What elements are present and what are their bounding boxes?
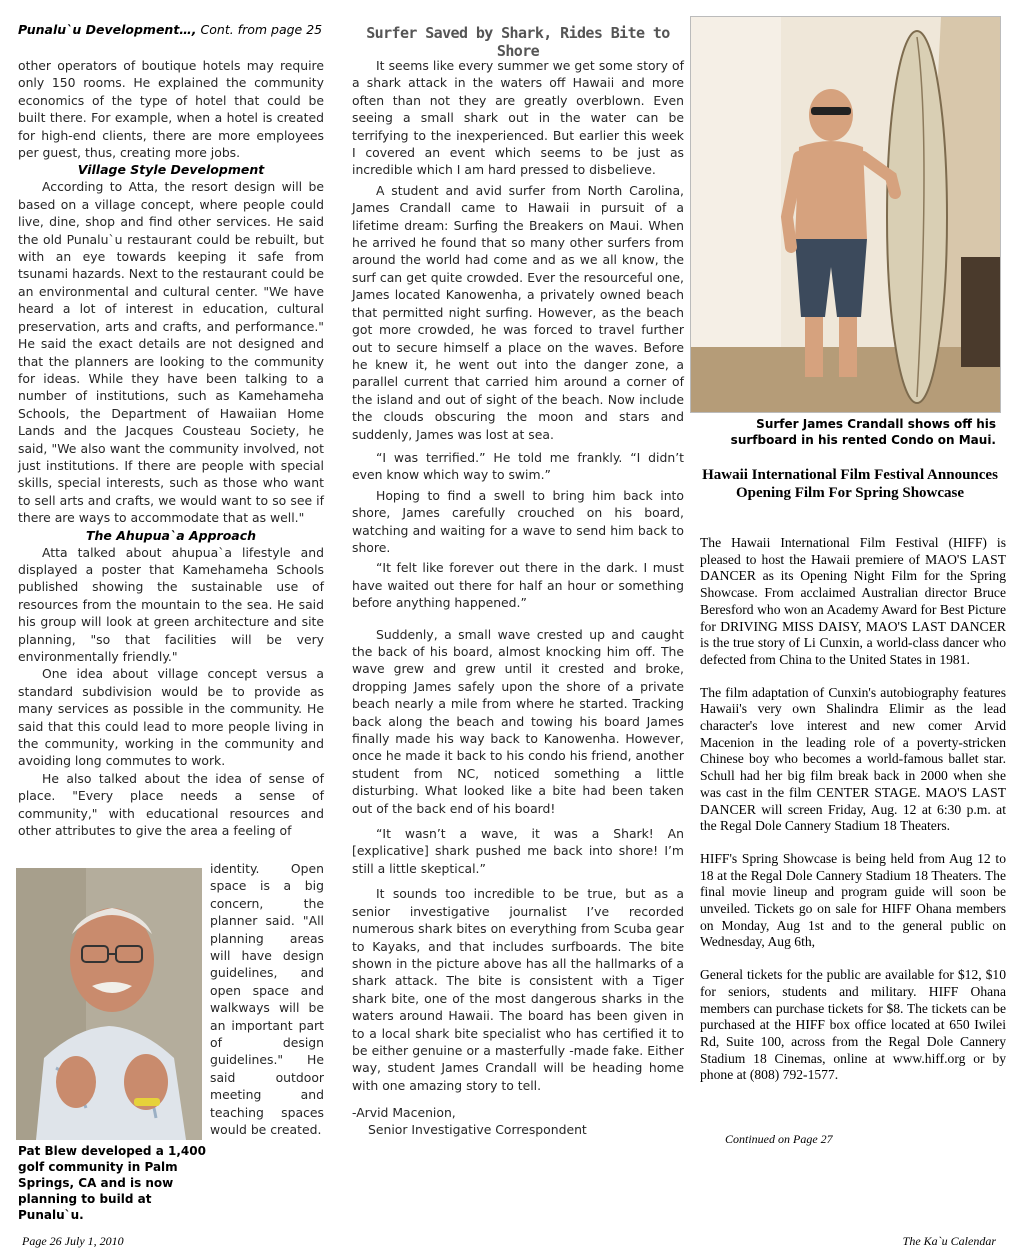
section-subheading: Village Style Development	[77, 162, 265, 178]
section-subheading: The Ahupua`a Approach	[85, 527, 257, 543]
portrait-illustration	[16, 868, 202, 1140]
article-paragraph: Atta talked about ahupua`a lifestyle and displayed a poster that Kamehameha Schools published showing the sustainable use of resources from the mountain to the sea. He said his group will look at green architecture and site planning, "so that facilities will be very environmentally friendly."	[18, 544, 324, 664]
continued-on-page-note: Continued on Page 27	[725, 1132, 833, 1146]
shark-article-headline: Surfer Saved by Shark, Rides Bite to Shore	[366, 24, 670, 60]
article-paragraph: He also talked about the idea of sense of place. "Every place needs a sense of community," with educational resources and other attributes to give the area a feeling of	[18, 770, 324, 839]
hiff-article-headline: Hawaii International Film Festival Announces Opening Film For Spring Showcase	[702, 467, 998, 501]
publication-name: The Ka`u Calendar	[902, 1234, 996, 1248]
article-paragraph: It sounds too incredible to be true, but as a senior investigative journalist I’ve recorded numerous shark bites on everything from Scuba gear to Kayaks, and that includes surfboards. The bite shown in the picture above has all the hallmarks of a shark attack. The bite is consistent with a Tiger shark bite, one of the most dangerous sharks in the waters around Hawaii. The board has been given in to a local shark bite specialist who has certified it to be either genuine or a masterfully -made fake. Either way, student James Crandall will be heading home with one amazing story to tell.	[352, 886, 684, 1093]
article-paragraph: The Hawaii International Film Festival (HIFF) is pleased to host the Hawaii premiere of MAO'S LAST DANCER as its Opening Night Film for the Spring Showcase. From acclaimed Australian director Bruce Beresford who won an Academy Award for Best Picture for DRIVING MISS DAISY, MAO'S LAST DANCER is the true story of Li Cunxin, a world-class dancer who defected from China to the United States in 1981.	[700, 535, 1006, 667]
article-paragraph: HIFF's Spring Showcase is being held from Aug 12 to 18 at the Regal Dole Cannery Stadium 18 Theaters. The final movie lineup and program guide will soon be unveiled. Tickets go on sale for HIFF Ohana members on Monday, Aug 1st and to the general public on Wednesday, Aug 6th,	[700, 850, 1006, 950]
article-paragraph: A student and avid surfer from North Carolina, James Crandall came to Hawaii in pursuit of a lifetime dream: Surfing the Breakers on Maui. When he arrived he found that so many other surfers from around the world had come and as we all know, the surf can get quite crowded. Ever the resourceful one, James located Kanowenha, a privately owned beach that permitted night surfing. However, as the beach got more crowded, he was forced to travel further out to secure himself a place on the waves. Before he knew it, he went out into the danger zone, a parallel current that carried him around a corner of the island and out of sight of the beach. Now include the clouds obscuring the moon and stars and suddenly, James was lost at sea.	[352, 182, 684, 442]
surfer-photo-caption: Surfer James Crandall shows off his surfboard in his rented Condo on Maui.	[730, 417, 996, 447]
pat-blew-photo-caption: Pat Blew developed a 1,400 golf community in Palm Springs, CA and is now planning to build at Punalu`u.	[18, 1144, 206, 1222]
pat-blew-photo	[16, 868, 202, 1140]
byline-name: -Arvid Macenion,	[352, 1105, 456, 1120]
shark-article-byline	[352, 1104, 587, 1138]
article-paragraph: identity. Open space is a big concern, the planner said. "All planning areas will have design guidelines, and open space and walkways will be an important part of design guidelines." He said outdoor meeting and teaching spaces would be created.	[210, 861, 324, 1138]
column-shark-article	[352, 57, 684, 1094]
continuation-note: Cont. from page 25	[196, 22, 323, 37]
article-paragraph: “It felt like forever out there in the dark. I must have waited out there for half an hour or something before anything happened.”	[352, 560, 684, 611]
surfer-illustration	[691, 17, 1000, 412]
article-paragraph: The film adaptation of Cunxin's autobiography features Hawaii's very own Shalindra Elimir as the lead character's love interest and new comer Arvid Macenion in the leading role of a poverty-stricken Chinese boy who becomes a world-famous ballet star. Schull had her big film break back in 2000 when she was cast in the film CENTER STAGE. MAO'S LAST DANCER will screen Friday, Aug. 12 at 6:30 p.m. at the Regal Dole Cannery Stadium 18 Theaters.	[700, 684, 1006, 834]
article-paragraph: Hoping to find a swell to bring him back into shore, James carefully crouched on his board, watching and waiting for a wave to send him back to shore.	[352, 487, 684, 555]
page-footer-date: Page 26 July 1, 2010	[22, 1234, 124, 1248]
article-paragraph: “It wasn’t a wave, it was a Shark! An [explicative] shark pushed me back into shore! I’m still a little skeptical.”	[352, 826, 684, 876]
continuation-title: Punalu`u Development…,	[18, 22, 197, 37]
article-paragraph: It seems like every summer we get some story of a shark attack in the waters off Hawaii and more often than not they are greatly overblown. Even seeing a small shark out in the water can be terrifying to the inexperienced. But earlier this week I covered an event which seems to be just as incredible which I am hard pressed to disbelieve.	[352, 58, 684, 178]
column-hiff-article	[700, 535, 1006, 1100]
article-paragraph: Suddenly, a small wave crested up and caught the back of his board, almost knocking him off. The wave grew and grew until it crested and broke, dropping James safely upon the shore of a private beach nearly a mile from where he started. Tracking back along the beach and towing his board James finally made his way back to Kanowenha. However, once he made it back to his condo his friend, another student from NC, noticed something a little disturbing. What looked like a bite had been taken out of the back end of his board!	[352, 626, 684, 816]
surfer-photo	[690, 16, 1001, 413]
article-paragraph: One idea about village concept versus a standard subdivision would be to provide as many services as possible in the community. He said that this could lead to more people living in the community, working in the community and avoiding long commutes to work.	[18, 666, 324, 769]
article-paragraph: other operators of boutique hotels may require only 150 rooms. He explained the community economics of the type of hotel that could be built there. For example, when a hotel is created for high-end clients, there are more employees per guest, thus, creating more jobs.	[18, 58, 324, 161]
continuation-header	[18, 22, 322, 37]
column-punaluu-continued	[210, 860, 324, 1139]
column-punaluu-article	[18, 57, 324, 839]
article-paragraph: “I was terrified.” He told me frankly. “I didn’t even know which way to swim.”	[352, 449, 684, 483]
byline-title: Senior Investigative Correspondent	[368, 1122, 587, 1137]
article-paragraph: According to Atta, the resort design will be based on a village concept, where people could live, dine, shop and find other services. He said the old Punalu`u restaurant could be rebuilt, but with an eye towards keeping it safe from tsunami hazards. Next to the restaurant could be an environmental and cultural center. "We have heard a lot of interest in education, cultural preservation, arts and crafts, and performance." He said the exact details are not designed and that the planners are looking to the community for ideas. While they have been talking to a number of institutions, such as Kamehameha Schools, the Department of Hawaiian Home Lands and the Jacques Cousteau Society, he said, "We also want the community involved, not just institutions. If there are people with special skills, special interests, such as those who want to sell arts and crafts, we would want to so see if there are ways to accommodate that as well."	[18, 179, 324, 526]
article-paragraph: General tickets for the public are available for $12, $10 for seniors, students and military. HIFF Ohana members can purchase tickets for $8. The tickets can be purchased at the HIFF box office located at 650 Iwilei Rd, Suite 100, across from the Regal Dole Cannery Stadium 18 Cinemas, online at www.hiff.org or by phone at (808) 792-1577.	[700, 967, 1006, 1083]
